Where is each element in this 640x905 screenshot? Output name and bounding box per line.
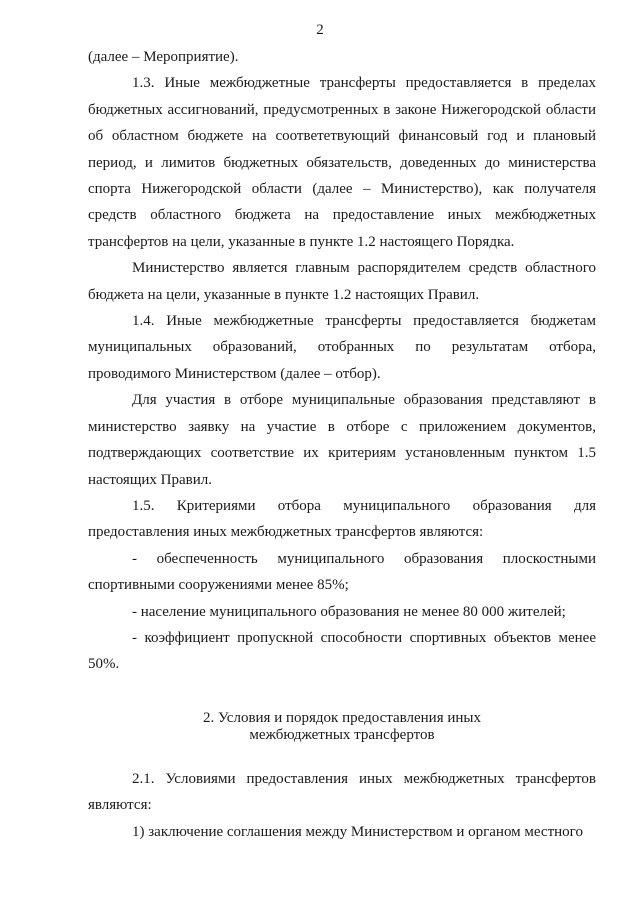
criterion-item: - население муниципального образования не менее 80 000 жителей; [132, 603, 566, 620]
paragraph-2-1: 2.1. Условиями предоставления иных межбюджетных трансфертов являются: [88, 770, 596, 814]
section-heading-line: межбюджетных трансфертов [249, 726, 435, 743]
document-body [88, 44, 596, 845]
paragraph-continuation: (далее – Мероприятие). [88, 49, 239, 65]
paragraph-1-5: 1.5. Критериями отбора муниципального образования для предоставления иных межбюджетных трансфертов являются: [88, 497, 596, 541]
page-number: 2 [316, 22, 324, 38]
section-heading [88, 710, 596, 744]
paragraph-1-3: 1.3. Иные межбюджетные трансферты предоставляется в пределах бюджетных ассигнований, предусмотренных в законе Нижегородской области об областном бюджете на соответетвующий финансовый год и плановый период, и лимитов бюджетных обязательств, доведенных до министерства спорта Нижегородской области (далее – Министерство), как получателя средств областного бюджета на предоставление иных межбюджетных трансфертов на цели, указанные в пункте 1.2 настоящего Порядка. [88, 75, 596, 250]
list-item-1: 1) заключение соглашения между Министерством и органом местного [132, 823, 583, 840]
criterion-item: - коэффициент пропускной способности спортивных объектов менее 50%. [88, 629, 596, 673]
paragraph-1-4: 1.4. Иные межбюджетные трансферты предоставляется бюджетам муниципальных образований, отобранных по результатам отбора, проводимого Министерством (далее – отбор). [88, 313, 596, 382]
paragraph-selection-participation: Для участия в отборе муниципальные образования представляют в министерство заявку на участие в отборе с приложением документов, подтверждающих соответствие их критериям установленным пунктом 1.5 настоящих Правил. [88, 392, 596, 488]
criterion-item: - обеспеченность муниципального образования плоскостными спортивными сооружениями менее 85%; [88, 550, 596, 594]
paragraph-ministry-role: Министерство является главным распорядителем средств областного бюджета на цели, указанные в пункте 1.2 настоящих Правил. [88, 260, 596, 303]
section-heading-line: 2. Условия и порядок предоставления иных [202, 709, 481, 726]
